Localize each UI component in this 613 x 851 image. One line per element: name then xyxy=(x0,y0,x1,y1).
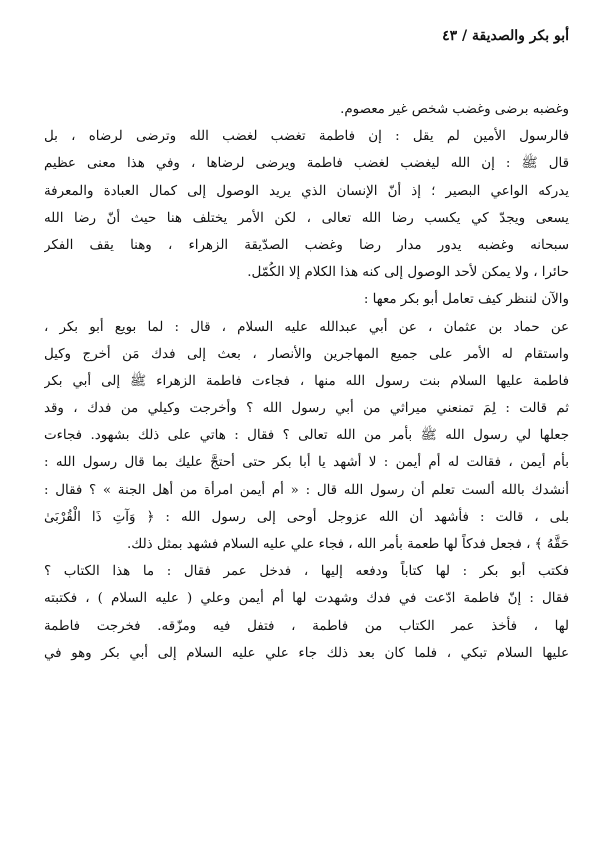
text-line: فكتب أبو بكر : لها كتاباً ودفعه إليها ، فدخل عمر فقال : ما هذا الكتاب ؟ xyxy=(44,564,569,580)
text-line: يسعى ويجدّ كي يكسب رضا الله تعالى ، لكن الأمر يختلف هنا حيث أنّ رضا الله xyxy=(44,210,569,226)
text-line: بلى ، قالت : فأشهد أن الله عزوجل أوحى إلى رسول الله : ﴿ وَآتِ ذَا الْقُرْبَىٰ xyxy=(44,509,569,525)
text-line: واستقام له الأمر على جميع المهاجرين والأنصار ، بعث إلى فدك مَن أخرج وكيل xyxy=(44,346,569,362)
running-header: أبو بكر والصديقة / ٤٣ xyxy=(442,28,569,44)
text-line: عن حماد بن عثمان ، عن أبي عبدالله عليه السلام ، قال : لما بويع أبو بكر ، xyxy=(44,319,569,335)
text-line: فالرسول الأمين لم يقل : إن فاطمة تغضب لغضب الله وترضى لرضاه ، بل xyxy=(44,129,569,145)
text-line: سبحانه وغضبه يدور مدار رضا وغضب الصدّيقة الزهراء ، وهنا يقف الفكر xyxy=(44,237,569,253)
text-line: أنشدك بالله ألست تعلم أن رسول الله قال : « أم أيمن امرأة من أهل الجنة » ؟ فقال : xyxy=(44,482,569,498)
text-line: لها ، فأخذ عمر الكتاب من فاطمة ، فتفل فيه ومزّقه. فخرجت فاطمة xyxy=(44,618,569,634)
text-line: يدركه الواعي البصير ؛ إذ أنّ الإنسان الذي يريد الوصول إلى كمال العبادة والمعرفة xyxy=(44,183,569,199)
text-line: حَقَّهُ ﴾ ، فجعل فدكاً لها طعمة بأمر الله ، فجاء علي عليه السلام فشهد بمثل ذلك. xyxy=(127,537,569,552)
text-line: قال ﷺ : إن الله ليغضب لغضب فاطمة ويرضى لرضاها ، وفي هذا معنى عظيم xyxy=(44,156,569,172)
text-line: والآن لننظر كيف تعامل أبو بكر معها : xyxy=(363,292,569,308)
text-line: حائرا ، ولا يمكن لأحد الوصول إلى كنه هذا الكلام إلا الكُمّل. xyxy=(247,265,569,281)
text-line: بأم أيمن ، فقالت له أم أيمن : لا أشهد يا أبا بكر حتى أحتجَّ عليك بما قال رسول الله : xyxy=(44,455,569,471)
text-line: جعلها لي رسول الله ﷺ بأمر من الله تعالى ؟ فقال : هاتي على ذلك بشهود. فجاءت xyxy=(44,428,569,444)
body-text xyxy=(44,96,569,667)
text-line: فاطمة عليها السلام بنت رسول الله منها ، فجاءت فاطمة الزهراء ﷺ إلى أبي بكر xyxy=(44,373,569,389)
text-line: عليها السلام تبكي ، فلما كان بعد ذلك جاء علي عليه السلام إلى أبي بكر وهو في xyxy=(44,645,569,661)
text-line: فقال : إنّ فاطمة ادّعت في فدك وشهدت لها أم أيمن وعلي ( عليه السلام ) ، فكتبته xyxy=(44,591,569,607)
text-line: ثم قالت : لِمَ تمنعني ميراثي من أبي رسول الله ؟ وأخرجت وكيلي من فدك ، وقد xyxy=(44,401,569,417)
text-line: وغضبه برضى وغضب شخص غير معصوم. xyxy=(340,102,569,117)
